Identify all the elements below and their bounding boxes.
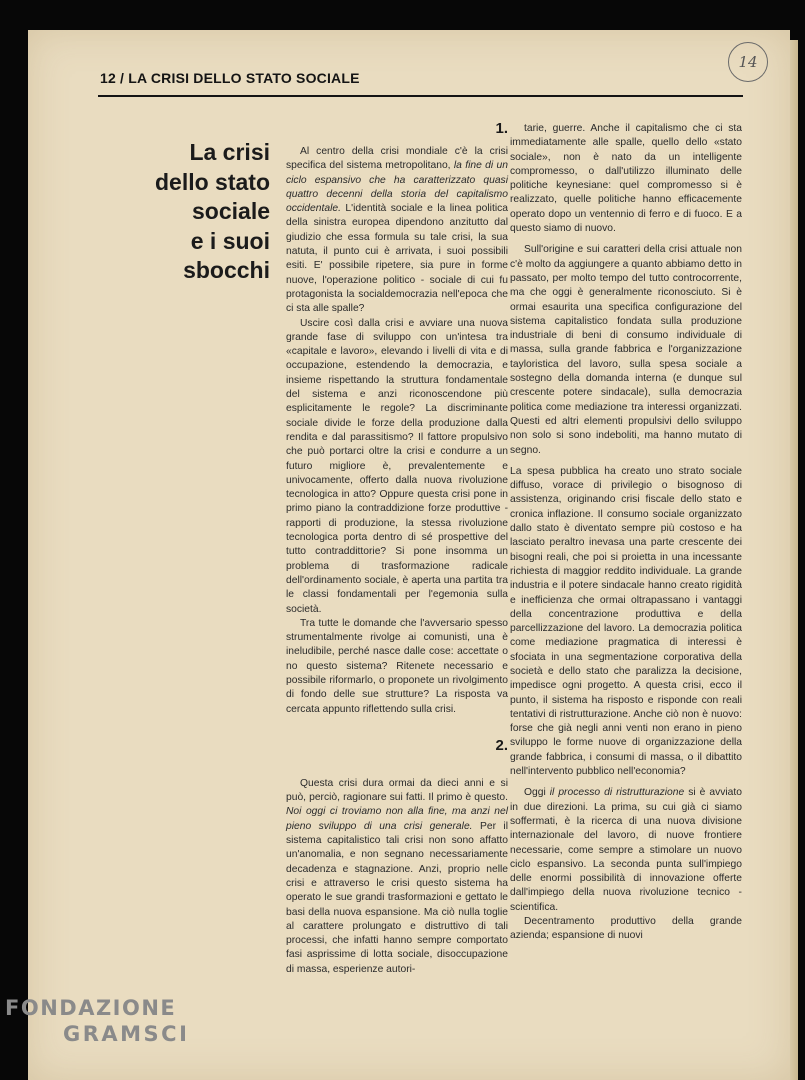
page-edge xyxy=(790,40,798,1080)
magazine-page xyxy=(28,30,790,1080)
running-header: 12 / LA CRISI DELLO STATO SOCIALE xyxy=(100,70,360,86)
headline-line: e i suoi xyxy=(190,227,270,254)
paragraph: tarie, guerre. Anche il capitalismo che ci sta immediatamente alle spalle, quello dello «stato sociale», non è nato da un intelligente compromesso, o dall'utilizzo illuminato delle politiche keynesiane: quel compromesso si è realizzato, quelle politiche hanno efficacemente operato dopo un ventennio di ferro e di fuoco. E a questo siamo di nuovo. xyxy=(510,123,742,235)
paragraph: Sull'origine e sui caratteri della crisi attuale non c'è molto da aggiungere a quanto abbiamo detto in passato, per molto tempo del tutto controcorrente, ma che oggi è generalmente riconosciuto. Si è ormai esaurita una specifica configurazione del sistema capitalistico fondata sulla produzione industriale di beni di consumo individuale di massa, sulla grande fabbrica e l'organizzazione tayloristica del lavoro, sulla spesa sociale a sostegno della domanda interna (e dunque sul crescente potere sindacale), sulla democrazia politica come mediazione tra interessi organizzati. Questi ed altri elementi propulsivi dello sviluppo non solo si sono indeboliti, ma hanno mutato di segno. xyxy=(510,244,742,456)
paragraph: La spesa pubblica ha creato uno strato sociale diffuso, vorace di privilegio o bisognoso di assistenza, originando crisi fiscale dello stato e cronica inflazione. Il consumo sociale organizzato dallo stato è diventato sempre più costoso e ha lasciato peraltro inevasa una parte crescente dei bisogni reali, che poi si proietta in una incessante richiesta di maggior reddito individuale. La grande industria e il potere sindacale hanno creato rigidità e inefficienza che ormai oltrapassano i vantaggi della concentrazione produttiva e della parcellizzazione del lavoro. La democrazia politica come mediazione pragmatica di interessi è sfociata in una segmentazione corporativa della società e dello stato che paralizza la decisione, impedisce ogni progetto. A questa crisi, ecco il punto, il sistema ha risposto e risponde con reali tentativi di ristrutturazione. Anche ciò non è nuovo: forse che già negli anni venti non erano in pieno sviluppo le forme nuove di organizzazione della grande fabbrica, i consumi di massa, o il dibattito nell'intervento pubblico nell'economia? xyxy=(510,465,742,778)
text-column-2 xyxy=(510,122,742,944)
handwritten-page-mark: 14 xyxy=(728,42,768,82)
section-number-1: 1. xyxy=(495,120,508,137)
fondazione-gramsci-watermark xyxy=(5,995,205,1047)
section-number-2: 2. xyxy=(495,736,508,754)
paragraph: Questa crisi dura ormai da dieci anni e si può, perciò, ragionare sui fatti. Il primo è questo. Noi oggi ci troviamo non alla fine, ma anzi nel pieno sviluppo di una crisi generale. Per il sistema capitalistico tali crisi non sono affatto un'anomalia, e non segnano necessariamente decadenza e stagnazione. Anzi, proprio nelle crisi e attraverso le crisi questo sistema ha operato le sue grandi trasformazioni e gettato le basi della nuova espansione. Ma ciò nulla toglie al carattere prolungato e distruttivo di tali processi, che infatti hanno sempre comportato fasi asprissime di lotta sociale, disoccupazione di massa, esperienze autori- xyxy=(286,777,508,975)
headline-line: La crisi xyxy=(189,139,270,165)
paragraph: Uscire così dalla crisi e avviare una nuova grande fase di sviluppo con un'intesa tra «capitale e lavoro», elevando i livelli di vita e di occupazione, estendendo la democrazia, e insieme rispettando la struttura fondamentale del sistema e anzi riconoscendone più esplicitamente le regole? La discriminante sociale divide le forze della produzione dalla rendita e dal parassitismo? Il fattore propulsivo che può portarci oltre la crisi e condurre a un futuro migliore è, prevalentemente e univocamente, offerto dalla nuova rivoluzione tecnologica in atto? Oppure questa crisi pone in primo piano la contraddizione forze produttive - rapporti di produzione, la stessa rivoluzione tecnologica porta dentro di sé prospettive del tutto contraddittorie? Si pone insomma un problema di trasformazione radicale dell'ordinamento sociale, è aperta una partita tra le classi fondamentali per l'egemonia sulla società. xyxy=(286,317,508,615)
watermark-line-2: GRAMSCI xyxy=(63,1022,190,1046)
paragraph: Tra tutte le domande che l'avversario spesso strumentalmente rivolge ai comunisti, una è ineludibile, perché nasce dalle cose: accettate o no questo sistema? Ritenete necessario e possibile riformarlo, o proponete un rivolgimento di fondo delle sue strutture? La risposta va cercata appunto riflettendo sulla crisi. xyxy=(286,617,508,715)
paragraph: Decentramento produttivo della grande azienda; espansione di nuovi xyxy=(510,916,742,942)
paragraph: Al centro della crisi mondiale c'è la crisi specifica del sistema metropolitano, la fine di un ciclo espansivo che ha caratterizzato quasi quattro decenni della storia del capitalismo occidentale. L'identità sociale e la linea politica della sinistra europea dipendono anzitutto dal giudizio che essa formula su tale crisi, la sua natuta, il punto cui è arrivata, i suoi possibili esiti. E' possibile ripetere, sia pure in forme nuove, l'operazione politico - sociale di cui fu protagonista la socialdemocrazia nell'epoca che ci sta alle spalle? xyxy=(286,146,508,315)
paragraph: Oggi il processo di ristrutturazione si è avviato in due direzioni. La prima, su cui già ci siamo soffermati, è la ricerca di una nuova divisione internazionale del lavoro, di nuove frontiere necessarie, come sempre a stimolare un nuovo ciclo espansivo. La seconda punta sull'impiego delle enormi possibilità di innovazione offerte dall'impiego della nuova rivoluzione tecnico - scientifica. xyxy=(510,787,742,913)
text-column-1 xyxy=(286,122,508,977)
watermark-line-1: FONDAZIONE xyxy=(5,996,177,1020)
headline-line: sociale xyxy=(192,198,270,225)
headline-line: dello stato xyxy=(154,168,270,195)
header-rule xyxy=(98,95,743,97)
article-headline xyxy=(124,138,270,286)
headline-line: sbocchi xyxy=(183,257,270,284)
